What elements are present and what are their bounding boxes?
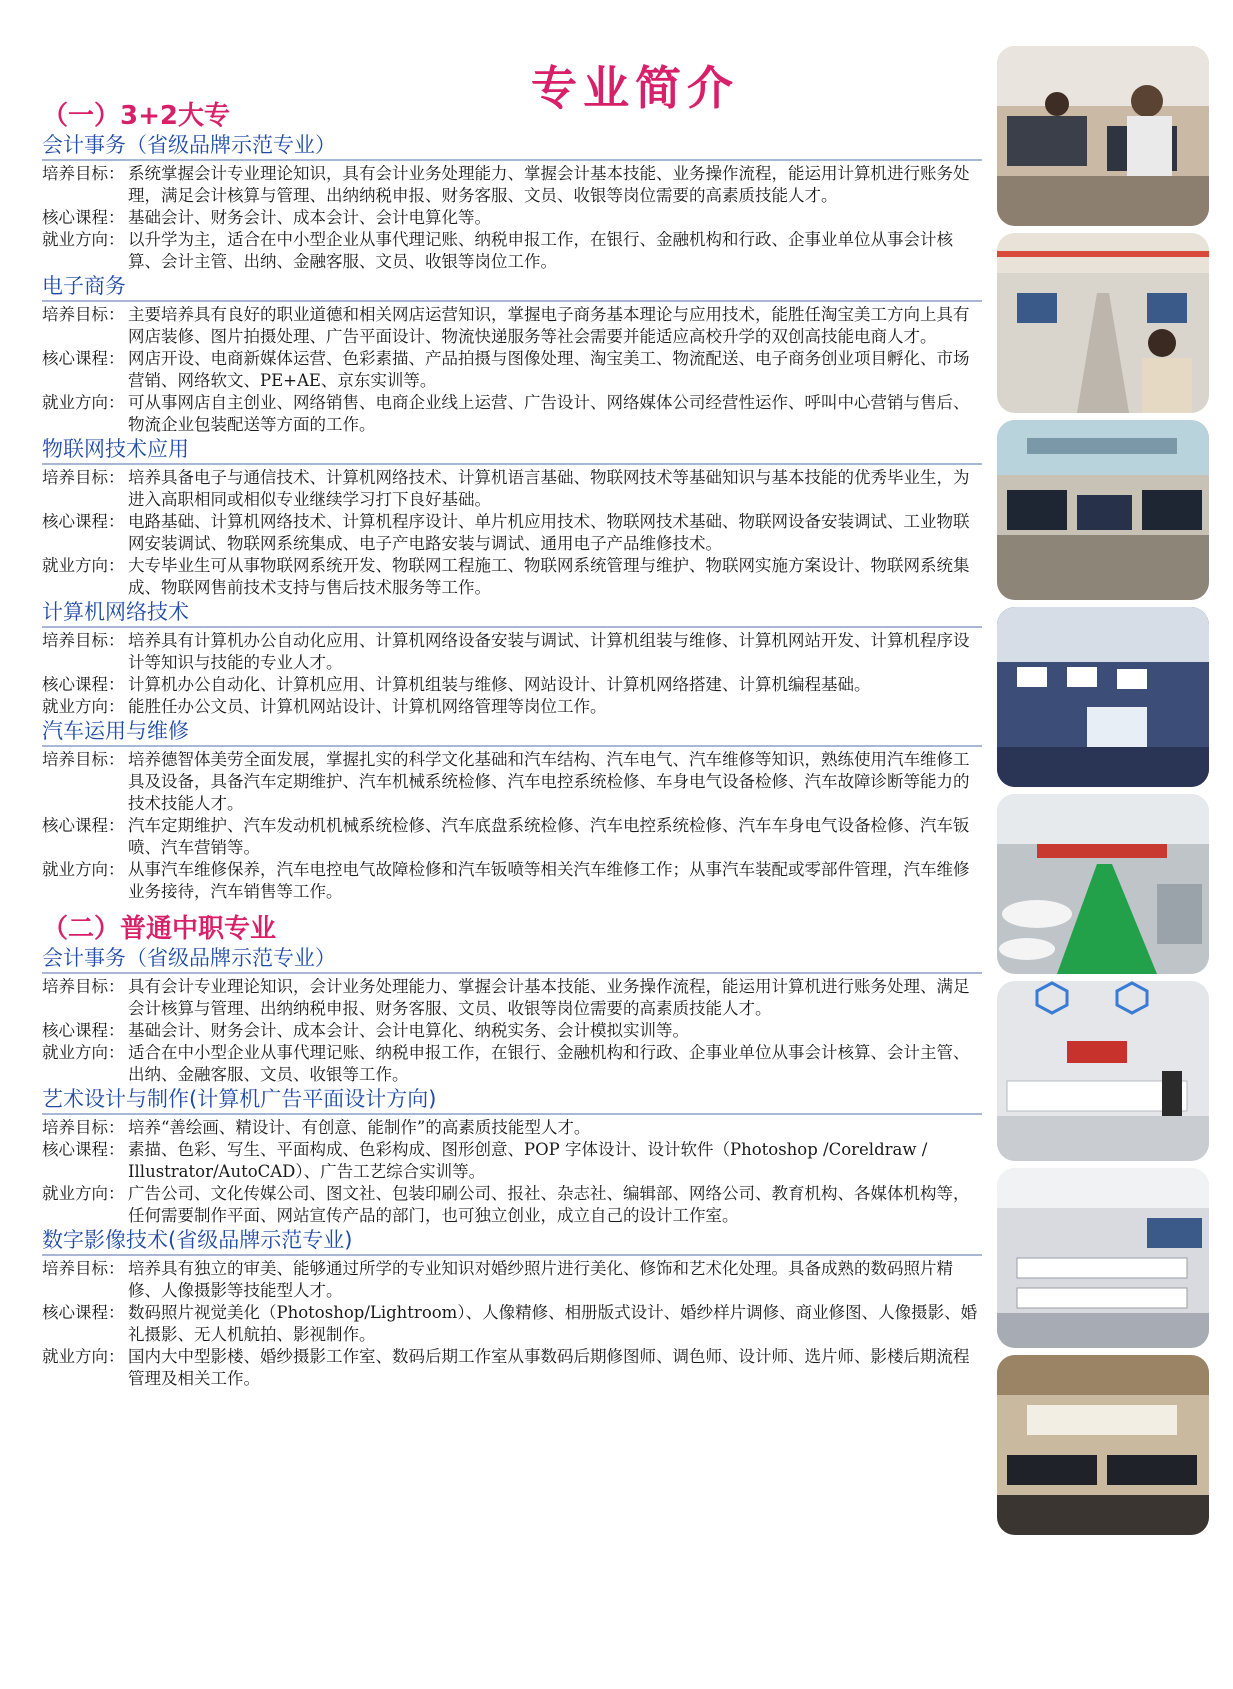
major-row	[42, 1346, 982, 1390]
major-row	[42, 304, 982, 348]
major-row	[42, 1042, 982, 1086]
major-title: 汽车运用与维修	[42, 718, 982, 747]
row-label: 就业方向：	[42, 1184, 125, 1203]
classroom-photo-art-design	[997, 1168, 1209, 1348]
major-row	[42, 1302, 982, 1346]
major-row	[42, 1117, 982, 1139]
classroom-photo-digital-imaging	[997, 1355, 1209, 1535]
row-label: 培养目标：	[42, 977, 125, 996]
photo-column	[997, 46, 1209, 1542]
row-text: 计算机办公自动化、计算机应用、计算机组装与维修、网站设计、计算机网络搭建、计算机编程基础。	[128, 675, 871, 694]
row-text: 培养具有独立的审美、能够通过所学的专业知识对婚纱照片进行美化、修饰和艺术化处理。具备成熟的数码照片精修、人像摄影等技能型人才。	[128, 1259, 953, 1300]
row-text: 以升学为主，适合在中小型企业从事代理记账、纳税申报工作，在银行、金融机构和行政、企事业单位从事会计核算、会计主管、出纳、金融客服、文员、收银等岗位工作。	[128, 230, 953, 271]
major-block	[42, 599, 982, 718]
row-text: 培养德智体美劳全面发展，掌握扎实的科学文化基础和汽车结构、汽车电气、汽车维修等知识，熟练使用汽车维修工具及设备，具备汽车定期维护、汽车机械系统检修、汽车电控系统检修、车身电气设备检修、汽车故障诊断等能力的技术技能人才。	[128, 750, 970, 813]
row-text: 基础会计、财务会计、成本会计、会计电算化等。	[128, 208, 491, 227]
row-text: 基础会计、财务会计、成本会计、会计电算化、纳税实务、会计模拟实训等。	[128, 1021, 689, 1040]
row-text: 具有会计专业理论知识，会计业务处理能力、掌握会计基本技能、业务操作流程，能运用计算机进行账务处理、满足会计核算与管理、出纳纳税申报、财务客服、文员、收银等岗位需要的高素质技能人才。	[128, 977, 970, 1018]
major-row	[42, 163, 982, 207]
major-row	[42, 392, 982, 436]
row-text: 系统掌握会计专业理论知识，具有会计业务处理能力、掌握会计基本技能、业务操作流程，能运用计算机进行账务处理，满足会计核算与管理、出纳纳税申报、财务客服、文员、收银等岗位需要的高素质技能人才。	[128, 164, 970, 205]
major-row	[42, 348, 982, 392]
row-label: 核心课程：	[42, 1021, 125, 1040]
row-label: 就业方向：	[42, 230, 125, 249]
row-label: 就业方向：	[42, 393, 125, 412]
major-row	[42, 976, 982, 1020]
row-label: 就业方向：	[42, 1043, 125, 1062]
major-row	[42, 555, 982, 599]
row-label: 培养目标：	[42, 631, 125, 650]
row-label: 就业方向：	[42, 860, 125, 879]
major-title: 计算机网络技术	[42, 599, 982, 628]
row-label: 就业方向：	[42, 697, 125, 716]
major-row	[42, 859, 982, 903]
row-label: 核心课程：	[42, 512, 125, 531]
row-label: 培养目标：	[42, 1259, 125, 1278]
row-text: 网店开设、电商新媒体运营、色彩素描、产品拍摄与图像处理、淘宝美工、物流配送、电子商务创业项目孵化、市场营销、网络软文、PE+AE、京东实训等。	[128, 349, 970, 390]
content-column	[42, 100, 982, 1390]
major-row	[42, 1020, 982, 1042]
classroom-photo-iot	[997, 420, 1209, 600]
row-label: 就业方向：	[42, 556, 125, 575]
row-text: 汽车定期维护、汽车发动机机械系统检修、汽车底盘系统检修、汽车电控系统检修、汽车车身电气设备检修、汽车钣喷、汽车营销等。	[128, 816, 970, 857]
major-row	[42, 1183, 982, 1227]
row-text: 数码照片视觉美化（Photoshop/Lightroom）、人像精修、相册版式设计、婚纱样片调修、商业修图、人像摄影、婚礼摄影、无人机航拍、影视制作。	[128, 1303, 978, 1344]
major-title: 会计事务（省级品牌示范专业）	[42, 132, 982, 161]
row-text: 从事汽车维修保养，汽车电控电气故障检修和汽车钣喷等相关汽车维修工作；从事汽车装配或零部件管理，汽车维修业务接待，汽车销售等工作。	[128, 860, 970, 901]
row-label: 培养目标：	[42, 1118, 125, 1137]
major-title: 艺术设计与制作(计算机广告平面设计方向)	[42, 1086, 982, 1115]
major-row	[42, 1258, 982, 1302]
major-row	[42, 630, 982, 674]
row-label: 核心课程：	[42, 349, 125, 368]
row-text: 广告公司、文化传媒公司、图文社、包装印刷公司、报社、杂志社、编辑部、网络公司、教育机构、各媒体机构等，任何需要制作平面、网站宣传产品的部门，也可独立创业，成立自己的设计工作室。	[128, 1184, 970, 1225]
major-title: 电子商务	[42, 273, 982, 302]
row-label: 培养目标：	[42, 164, 125, 183]
row-label: 核心课程：	[42, 208, 125, 227]
major-block	[42, 1086, 982, 1227]
row-label: 核心课程：	[42, 1140, 125, 1159]
row-text: 可从事网店自主创业、网络销售、电商企业线上运营、广告设计、网络媒体公司经营性运作、呼叫中心营销与售后、物流企业包装配送等方面的工作。	[128, 393, 970, 434]
row-text: 主要培养具有良好的职业道德和相关网店运营知识，掌握电子商务基本理论与应用技术，能胜任淘宝美工方向上具有网店装修、图片拍摄处理、广告平面设计、物流快递服务等社会需要并能适应高校升学的双创高技能电商人才。	[128, 305, 970, 346]
row-text: 适合在中小型企业从事代理记账、纳税申报工作，在银行、金融机构和行政、企事业单位从事会计核算、会计主管、出纳、金融客服、文员、收银等工作。	[128, 1043, 970, 1084]
row-label: 培养目标：	[42, 750, 125, 769]
row-text: 电路基础、计算机网络技术、计算机程序设计、单片机应用技术、物联网技术基础、物联网设备安装调试、工业物联网安装调试、物联网系统集成、电子产电路安装与调试、通用电子产品维修技术。	[128, 512, 970, 553]
major-row	[42, 696, 982, 718]
major-title: 数字影像技术(省级品牌示范专业)	[42, 1227, 982, 1256]
row-label: 核心课程：	[42, 1303, 125, 1322]
major-block	[42, 273, 982, 436]
row-label: 核心课程：	[42, 675, 125, 694]
row-text: 国内大中型影楼、婚纱摄影工作室、数码后期工作室从事数码后期修图师、调色师、设计师、选片师、影楼后期流程管理及相关工作。	[128, 1347, 970, 1388]
classroom-photo-accounting	[997, 46, 1209, 226]
row-text: 培养具有计算机办公自动化应用、计算机网络设备安装与调试、计算机组装与维修、计算机网站开发、计算机程序设计等知识与技能的专业人才。	[128, 631, 970, 672]
row-label: 核心课程：	[42, 816, 125, 835]
major-row	[42, 467, 982, 511]
classroom-photo-accounting-lab	[997, 981, 1209, 1161]
major-block	[42, 718, 982, 903]
workshop-photo-auto	[997, 794, 1209, 974]
row-text: 培养具备电子与通信技术、计算机网络技术、计算机语言基础、物联网技术等基础知识与基本技能的优秀毕业生，为进入高职相同或相似专业继续学习打下良好基础。	[128, 468, 970, 509]
major-row	[42, 1139, 982, 1183]
major-row	[42, 229, 982, 273]
row-label: 培养目标：	[42, 305, 125, 324]
row-text: 能胜任办公文员、计算机网站设计、计算机网络管理等岗位工作。	[128, 697, 607, 716]
major-title: 会计事务（省级品牌示范专业）	[42, 945, 982, 974]
major-row	[42, 511, 982, 555]
section-heading-1: （一）3+2大专	[42, 101, 230, 131]
major-block	[42, 945, 982, 1086]
row-label: 培养目标：	[42, 468, 125, 487]
row-label: 就业方向：	[42, 1347, 125, 1366]
page-title: 专业简介	[531, 61, 739, 115]
major-title: 物联网技术应用	[42, 436, 982, 465]
major-row	[42, 207, 982, 229]
major-row	[42, 749, 982, 815]
major-block	[42, 1227, 982, 1390]
row-text: 培养“善绘画、精设计、有创意、能制作”的高素质技能型人才。	[128, 1118, 591, 1137]
major-block	[42, 436, 982, 599]
classroom-photo-computer-lab	[997, 607, 1209, 787]
row-text: 大专毕业生可从事物联网系统开发、物联网工程施工、物联网系统管理与维护、物联网实施方案设计、物联网系统集成、物联网售前技术支持与售后技术服务等工作。	[128, 556, 970, 597]
major-row	[42, 815, 982, 859]
major-block	[42, 132, 982, 273]
section-heading-2: （二）普通中职专业	[42, 914, 277, 944]
major-row	[42, 674, 982, 696]
row-text: 素描、色彩、写生、平面构成、色彩构成、图形创意、POP 字体设计、设计软件（Photoshop /Coreldraw / Illustrator/AutoCAD）、广告工艺综合实训等。	[128, 1140, 928, 1181]
classroom-photo-ecommerce	[997, 233, 1209, 413]
